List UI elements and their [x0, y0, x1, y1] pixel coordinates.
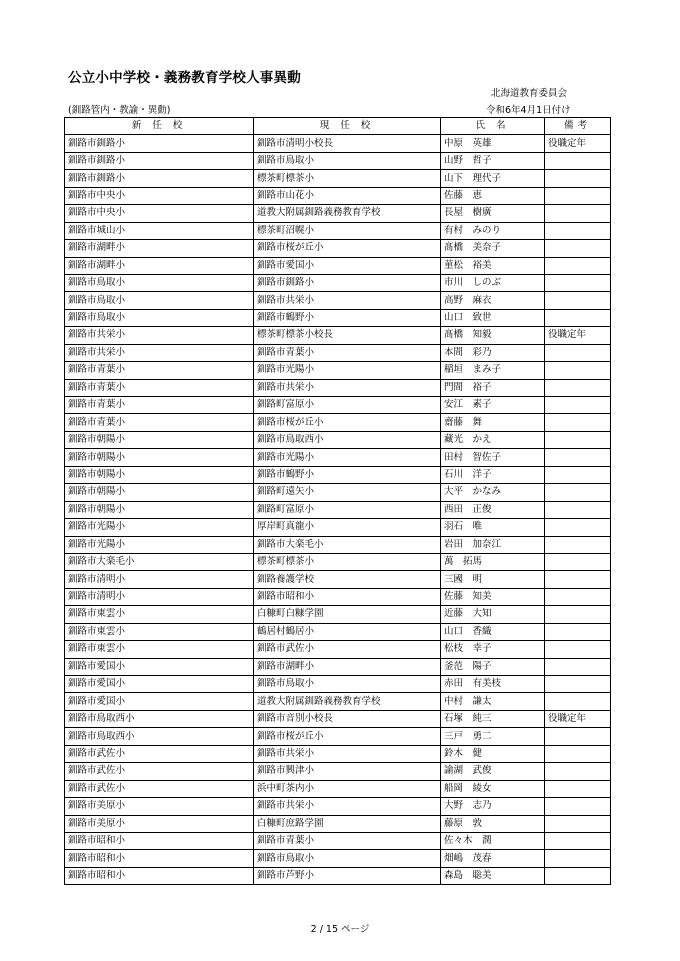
new-school-cell: 釧路市昭和小: [65, 867, 254, 884]
current-school-cell: 釧路市青葉小: [254, 344, 441, 361]
remarks-cell: [545, 763, 611, 780]
table-row: [65, 815, 611, 832]
remarks-cell: [545, 693, 611, 710]
new-school-cell: 釧路市鳥取西小: [65, 710, 254, 727]
remarks-cell: [545, 832, 611, 849]
current-school-cell: 釧路市武佐小: [254, 641, 441, 658]
table-row: [65, 867, 611, 884]
new-school-cell: 釧路市共栄小: [65, 327, 254, 344]
remarks-cell: [545, 257, 611, 274]
remarks-cell: [545, 274, 611, 291]
current-school-cell: 釧路市昭和小: [254, 588, 441, 605]
table-row: [65, 571, 611, 588]
new-school-cell: 釧路市東雲小: [65, 623, 254, 640]
current-school-cell: 釧路市鳥取西小: [254, 431, 441, 448]
table-row: [65, 222, 611, 239]
table-row: [65, 780, 611, 797]
current-school-cell: 釧路市鳥取小: [254, 850, 441, 867]
current-school-cell: 白糠町白糠学園: [254, 606, 441, 623]
current-school-cell: 釧路市桜が丘小: [254, 240, 441, 257]
new-school-cell: 釧路市釧路小: [65, 170, 254, 187]
table-row: [65, 676, 611, 693]
new-school-cell: 釧路市愛国小: [65, 658, 254, 675]
current-school-cell: 白糠町庶路学園: [254, 815, 441, 832]
current-school-cell: 釧路市共栄小: [254, 798, 441, 815]
remarks-cell: [545, 850, 611, 867]
new-school-cell: 釧路市朝陽小: [65, 501, 254, 518]
current-school-cell: 釧路市共栄小: [254, 292, 441, 309]
new-school-cell: 釧路市愛国小: [65, 693, 254, 710]
table-row: [65, 135, 611, 152]
name-cell: 山下 理代子: [441, 170, 545, 187]
issuer-name: 北海道教育委員会: [491, 88, 568, 99]
remarks-cell: [545, 205, 611, 222]
table-row: [65, 519, 611, 536]
table-row: [65, 431, 611, 448]
name-cell: 松枝 幸子: [441, 641, 545, 658]
new-school-cell: 釧路市光陽小: [65, 519, 254, 536]
current-school-cell: 釧路市鶴野小: [254, 466, 441, 483]
remarks-cell: [545, 553, 611, 570]
current-school-cell: 釧路養護学校: [254, 571, 441, 588]
name-cell: 齋藤 舞: [441, 414, 545, 431]
current-school-cell: 釧路市鶴野小: [254, 309, 441, 326]
table-row: [65, 344, 611, 361]
new-school-cell: 釧路市湖畔小: [65, 240, 254, 257]
remarks-cell: [545, 571, 611, 588]
name-cell: 近藤 大知: [441, 606, 545, 623]
remarks-cell: [545, 780, 611, 797]
current-school-cell: 釧路市桜が丘小: [254, 728, 441, 745]
remarks-cell: [545, 745, 611, 762]
current-school-cell: 釧路市音別小校長: [254, 710, 441, 727]
table-row: [65, 832, 611, 849]
current-school-cell: 釧路市桜が丘小: [254, 414, 441, 431]
table-row: [65, 710, 611, 727]
table-row: [65, 484, 611, 501]
new-school-cell: 釧路市美原小: [65, 815, 254, 832]
document-title: 公立小中学校・義務教育学校人事異動: [68, 70, 301, 86]
remarks-cell: [545, 728, 611, 745]
name-cell: 石川 洋子: [441, 466, 545, 483]
current-school-cell: 厚岸町真龍小: [254, 519, 441, 536]
current-school-cell: 釧路市興津小: [254, 763, 441, 780]
remarks-cell: [545, 362, 611, 379]
remarks-cell: [545, 606, 611, 623]
current-school-cell: 標茶町標茶小: [254, 170, 441, 187]
remarks-cell: [545, 414, 611, 431]
name-cell: 菫松 裕美: [441, 257, 545, 274]
table-row: [65, 449, 611, 466]
effective-date: 令和6年4月1日付け: [486, 105, 571, 116]
remarks-cell: [545, 344, 611, 361]
table-row: [65, 187, 611, 204]
remarks-cell: [545, 379, 611, 396]
new-school-cell: 釧路市武佐小: [65, 780, 254, 797]
current-school-cell: 釧路町遠矢小: [254, 484, 441, 501]
name-cell: 山口 香織: [441, 623, 545, 640]
remarks-cell: 役職定年: [545, 327, 611, 344]
current-school-cell: 標茶町標茶小: [254, 553, 441, 570]
table-row: [65, 257, 611, 274]
name-cell: 田村 智佐子: [441, 449, 545, 466]
name-cell: 羽石 唯: [441, 519, 545, 536]
table-row: [65, 466, 611, 483]
new-school-cell: 釧路市武佐小: [65, 763, 254, 780]
remarks-cell: [545, 466, 611, 483]
current-school-cell: 浜中町茶内小: [254, 780, 441, 797]
new-school-cell: 釧路市釧路小: [65, 135, 254, 152]
table-row: [65, 745, 611, 762]
remarks-cell: [545, 676, 611, 693]
name-cell: 門間 裕子: [441, 379, 545, 396]
current-school-cell: 釧路市芦野小: [254, 867, 441, 884]
table-row: [65, 606, 611, 623]
new-school-cell: 釧路市朝陽小: [65, 466, 254, 483]
header-current-school: 現 任 校: [254, 118, 441, 135]
table-row: [65, 693, 611, 710]
new-school-cell: 釧路市青葉小: [65, 379, 254, 396]
remarks-cell: [545, 152, 611, 169]
new-school-cell: 釧路市中央小: [65, 187, 254, 204]
name-cell: 萬 拓馬: [441, 553, 545, 570]
table-row: [65, 292, 611, 309]
current-school-cell: 釧路市青葉小: [254, 832, 441, 849]
current-school-cell: 釧路市大楽毛小: [254, 536, 441, 553]
current-school-cell: 釧路市愛国小: [254, 257, 441, 274]
table-row: [65, 379, 611, 396]
name-cell: 赤田 有美枝: [441, 676, 545, 693]
new-school-cell: 釧路市大楽毛小: [65, 553, 254, 570]
name-cell: 佐藤 恵: [441, 187, 545, 204]
current-school-cell: 釧路市光陽小: [254, 449, 441, 466]
new-school-cell: 釧路市城山小: [65, 222, 254, 239]
remarks-cell: [545, 397, 611, 414]
new-school-cell: 釧路市青葉小: [65, 397, 254, 414]
new-school-cell: 釧路市釧路小: [65, 152, 254, 169]
remarks-cell: 役職定年: [545, 710, 611, 727]
table-row: [65, 170, 611, 187]
new-school-cell: 釧路市青葉小: [65, 362, 254, 379]
remarks-cell: [545, 222, 611, 239]
remarks-cell: [545, 292, 611, 309]
table-row: [65, 588, 611, 605]
new-school-cell: 釧路市鳥取西小: [65, 728, 254, 745]
name-cell: 髙橋 美奈子: [441, 240, 545, 257]
current-school-cell: 釧路市湖畔小: [254, 658, 441, 675]
name-cell: 本間 彩乃: [441, 344, 545, 361]
name-cell: 船岡 綾女: [441, 780, 545, 797]
new-school-cell: 釧路市鳥取小: [65, 292, 254, 309]
table-header-row: [65, 118, 611, 135]
header-remarks: 備考: [545, 118, 611, 135]
name-cell: 長屋 樹廣: [441, 205, 545, 222]
table-row: [65, 728, 611, 745]
page-number: 2 / 15 ページ: [310, 924, 370, 935]
table-row: [65, 763, 611, 780]
table-row: [65, 658, 611, 675]
current-school-cell: 釧路市鳥取小: [254, 152, 441, 169]
remarks-cell: [545, 431, 611, 448]
name-cell: 石塚 純三: [441, 710, 545, 727]
new-school-cell: 釧路市朝陽小: [65, 484, 254, 501]
new-school-cell: 釧路市武佐小: [65, 745, 254, 762]
table-row: [65, 152, 611, 169]
table-row: [65, 536, 611, 553]
name-cell: 佐々木 潤: [441, 832, 545, 849]
new-school-cell: 釧路市光陽小: [65, 536, 254, 553]
remarks-cell: [545, 798, 611, 815]
new-school-cell: 釧路市愛国小: [65, 676, 254, 693]
name-cell: 大平 かなみ: [441, 484, 545, 501]
new-school-cell: 釧路市昭和小: [65, 832, 254, 849]
name-cell: 稲垣 まみ子: [441, 362, 545, 379]
new-school-cell: 釧路市朝陽小: [65, 449, 254, 466]
new-school-cell: 釧路市清明小: [65, 588, 254, 605]
remarks-cell: [545, 641, 611, 658]
current-school-cell: 釧路市光陽小: [254, 362, 441, 379]
name-cell: 市川 しのぶ: [441, 274, 545, 291]
name-cell: 三國 明: [441, 571, 545, 588]
remarks-cell: [545, 536, 611, 553]
header-name: 氏 名: [441, 118, 545, 135]
remarks-cell: [545, 501, 611, 518]
current-school-cell: 釧路市山花小: [254, 187, 441, 204]
table-row: [65, 397, 611, 414]
current-school-cell: 標茶町沼幌小: [254, 222, 441, 239]
name-cell: 藏光 かえ: [441, 431, 545, 448]
name-cell: 釜范 陽子: [441, 658, 545, 675]
new-school-cell: 釧路市共栄小: [65, 344, 254, 361]
table-row: [65, 850, 611, 867]
name-cell: 岩田 加奈江: [441, 536, 545, 553]
name-cell: 髙橋 知毅: [441, 327, 545, 344]
name-cell: 中村 謙太: [441, 693, 545, 710]
personnel-table: [64, 117, 611, 885]
current-school-cell: 釧路市共栄小: [254, 745, 441, 762]
document-subtitle: (釧路管内・教諭・異動): [68, 105, 171, 116]
table-row: [65, 553, 611, 570]
current-school-cell: 鶴居村鶴居小: [254, 623, 441, 640]
current-school-cell: 標茶町標茶小校長: [254, 327, 441, 344]
current-school-cell: 道教大附属釧路義務教育学校: [254, 205, 441, 222]
current-school-cell: 釧路市清明小校長: [254, 135, 441, 152]
name-cell: 森島 聡美: [441, 867, 545, 884]
remarks-cell: [545, 623, 611, 640]
table-row: [65, 623, 611, 640]
current-school-cell: 道教大附属釧路義務教育学校: [254, 693, 441, 710]
name-cell: 大野 志乃: [441, 798, 545, 815]
new-school-cell: 釧路市湖畔小: [65, 257, 254, 274]
new-school-cell: 釧路市鳥取小: [65, 274, 254, 291]
current-school-cell: 釧路町富原小: [254, 501, 441, 518]
remarks-cell: [545, 867, 611, 884]
table-row: [65, 641, 611, 658]
name-cell: 藤原 敦: [441, 815, 545, 832]
remarks-cell: [545, 309, 611, 326]
table-row: [65, 327, 611, 344]
table-row: [65, 362, 611, 379]
name-cell: 畑嶋 茂春: [441, 850, 545, 867]
table-body: [65, 135, 611, 885]
header-new-school: 新 任 校: [65, 118, 254, 135]
table-row: [65, 501, 611, 518]
new-school-cell: 釧路市東雲小: [65, 606, 254, 623]
remarks-cell: 役職定年: [545, 135, 611, 152]
name-cell: 中原 英雄: [441, 135, 545, 152]
current-school-cell: 釧路市釧路小: [254, 274, 441, 291]
remarks-cell: [545, 588, 611, 605]
name-cell: 西田 正俊: [441, 501, 545, 518]
new-school-cell: 釧路市昭和小: [65, 850, 254, 867]
name-cell: 鈴木 健: [441, 745, 545, 762]
new-school-cell: 釧路市朝陽小: [65, 431, 254, 448]
current-school-cell: 釧路市共栄小: [254, 379, 441, 396]
table-row: [65, 414, 611, 431]
remarks-cell: [545, 240, 611, 257]
name-cell: 安江 素子: [441, 397, 545, 414]
remarks-cell: [545, 519, 611, 536]
table-row: [65, 274, 611, 291]
remarks-cell: [545, 658, 611, 675]
current-school-cell: 釧路町富原小: [254, 397, 441, 414]
remarks-cell: [545, 187, 611, 204]
table-row: [65, 240, 611, 257]
new-school-cell: 釧路市清明小: [65, 571, 254, 588]
new-school-cell: 釧路市美原小: [65, 798, 254, 815]
new-school-cell: 釧路市青葉小: [65, 414, 254, 431]
new-school-cell: 釧路市中央小: [65, 205, 254, 222]
table-row: [65, 205, 611, 222]
remarks-cell: [545, 815, 611, 832]
new-school-cell: 釧路市東雲小: [65, 641, 254, 658]
name-cell: 諭湖 武俊: [441, 763, 545, 780]
current-school-cell: 釧路市鳥取小: [254, 676, 441, 693]
table-row: [65, 798, 611, 815]
name-cell: 佐藤 知美: [441, 588, 545, 605]
table-row: [65, 309, 611, 326]
remarks-cell: [545, 449, 611, 466]
name-cell: 高野 麻衣: [441, 292, 545, 309]
remarks-cell: [545, 170, 611, 187]
new-school-cell: 釧路市鳥取小: [65, 309, 254, 326]
name-cell: 三戸 勇二: [441, 728, 545, 745]
name-cell: 山野 哲子: [441, 152, 545, 169]
name-cell: 山口 致世: [441, 309, 545, 326]
name-cell: 有村 みのり: [441, 222, 545, 239]
remarks-cell: [545, 484, 611, 501]
